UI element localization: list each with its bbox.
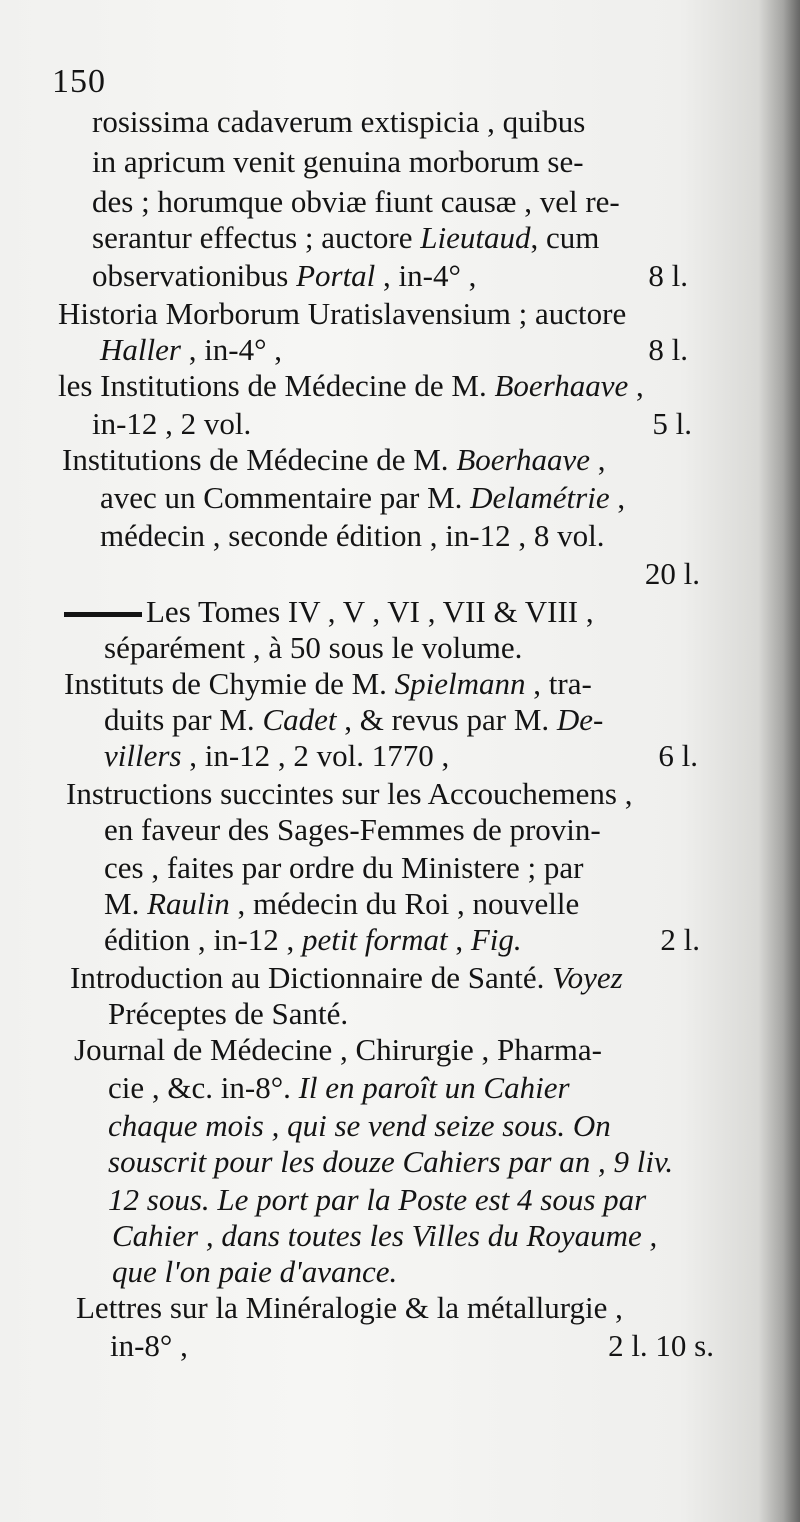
line-text: M. <box>104 886 148 921</box>
price: 20 l. <box>644 556 700 591</box>
line-text: chaque mois , qui se vend seize sous. On <box>108 1108 611 1143</box>
text-line <box>108 994 704 1034</box>
text-line <box>100 516 700 556</box>
price: 8 l. <box>648 258 688 293</box>
format-note: Fig. <box>470 922 522 957</box>
price: 8 l. <box>648 332 688 367</box>
text-line <box>92 218 702 258</box>
text-line <box>600 554 700 594</box>
entry-heading <box>62 440 696 480</box>
line-text: que l'on paie d'avance. <box>112 1254 398 1289</box>
line-text: , cum <box>530 220 600 255</box>
text-line <box>108 1106 708 1146</box>
price: 2 l. 10 s. <box>608 1328 714 1363</box>
text-line <box>92 102 702 142</box>
author-name: Cadet <box>262 702 337 737</box>
line-text: in apricum venit genuina morborum se- <box>92 144 584 179</box>
line-text: in-8° , <box>110 1328 188 1363</box>
author-name: Spielmann <box>394 666 526 701</box>
line-text: , <box>628 368 644 403</box>
line-text: les Institutions de Médecine de M. <box>58 368 495 403</box>
text-line <box>92 182 702 222</box>
text-line <box>108 1180 708 1220</box>
text-line <box>104 810 704 850</box>
text-line <box>104 848 704 888</box>
line-text: ces , faites par ordre du Ministere ; par <box>104 850 584 885</box>
line-text: , & revus par M. <box>336 702 557 737</box>
entry-heading <box>64 592 704 632</box>
line-text: en faveur des Sages-Femmes de provin- <box>104 812 601 847</box>
line-text: avec un Commentaire par M. <box>100 480 471 515</box>
line-text: , médecin du Roi , nouvelle <box>229 886 580 921</box>
entry-heading <box>58 294 702 334</box>
line-text: , <box>609 480 626 515</box>
text-line <box>112 1216 712 1256</box>
entry-heading <box>58 366 702 406</box>
text-line <box>92 256 688 296</box>
line-text: observationibus <box>92 258 297 293</box>
line-text: médecin , seconde édition , in-12 , 8 vol. <box>100 518 605 553</box>
text-line <box>92 142 702 182</box>
entry-heading <box>64 664 704 704</box>
line-text: , <box>447 922 471 957</box>
line-text: Préceptes de Santé. <box>108 996 349 1031</box>
text-line <box>104 700 704 740</box>
line-text: édition , in-12 , <box>104 922 303 957</box>
price: 2 l. <box>660 922 700 957</box>
author-name: Delamétrie <box>470 480 610 515</box>
author-name: Lieutaud <box>420 220 531 255</box>
author-name: De- <box>556 702 604 737</box>
price: 5 l. <box>652 406 692 441</box>
author-name: Raulin <box>147 886 230 921</box>
line-text: Cahier , dans toutes les Villes du Royaume , <box>112 1218 658 1253</box>
line-text: 12 sous. Le port par la Poste est 4 sous par <box>108 1182 647 1217</box>
entry-heading <box>70 958 710 998</box>
text-line <box>100 330 688 370</box>
text-line <box>104 736 698 776</box>
line-text: Lettres sur la Minéralogie & la métallurgie , <box>76 1290 623 1325</box>
line-text: cie , &c. in-8°. <box>108 1070 299 1105</box>
line-text: , tra- <box>525 666 592 701</box>
em-dash-rule <box>64 612 142 617</box>
text-line <box>104 628 700 668</box>
format-note: petit format <box>302 922 448 957</box>
author-name: villers <box>104 738 182 773</box>
text-line <box>104 884 704 924</box>
line-text: , in-12 , 2 vol. 1770 , <box>181 738 450 773</box>
author-name: Portal <box>296 258 376 293</box>
line-text: Il en paroît un Cahier <box>298 1070 570 1105</box>
text-line <box>104 920 700 960</box>
line-text: Institutions de Médecine de M. <box>62 442 457 477</box>
line-text: Historia Morborum Uratislavensium ; auctore <box>58 296 627 331</box>
line-text: souscrit pour les douze Cahiers par an , 9 liv. <box>108 1144 674 1179</box>
line-text: des ; horumque obviæ fiunt causæ , vel re- <box>92 184 620 219</box>
cross-reference: Voyez <box>552 960 623 995</box>
line-text: duits par M. <box>104 702 263 737</box>
text-line <box>108 1068 708 1108</box>
line-text: Les Tomes IV , V , VI , VII & VIII , <box>146 594 594 629</box>
entry-heading <box>74 1030 710 1070</box>
price: 6 l. <box>658 738 698 773</box>
line-text: , in-4° , <box>375 258 477 293</box>
text-line <box>92 404 692 444</box>
entry-heading <box>66 774 706 814</box>
line-text: , <box>590 442 606 477</box>
entry-heading <box>76 1288 716 1328</box>
author-name: Haller <box>100 332 181 367</box>
line-text: Instituts de Chymie de M. <box>64 666 395 701</box>
author-name: Boerhaave <box>456 442 591 477</box>
line-text: Instructions succintes sur les Accouchemens , <box>66 776 633 811</box>
line-text: Journal de Médecine , Chirurgie , Pharma- <box>74 1032 602 1067</box>
line-text: séparément , à 50 sous le volume. <box>104 630 523 665</box>
line-text: rosissima cadaverum extispicia , quibus <box>92 104 586 139</box>
text-line <box>108 1142 708 1182</box>
line-text: , in-4° , <box>180 332 283 367</box>
book-gutter-shadow <box>758 0 800 1522</box>
page-number: 150 <box>52 63 106 100</box>
text-line <box>112 1252 672 1292</box>
text-line <box>100 478 696 518</box>
text-line <box>110 1326 714 1366</box>
line-text: Introduction au Dictionnaire de Santé. <box>70 960 553 995</box>
line-text: in-12 , 2 vol. <box>92 406 252 441</box>
line-text: serantur effectus ; auctore <box>92 220 421 255</box>
author-name: Boerhaave <box>494 368 629 403</box>
